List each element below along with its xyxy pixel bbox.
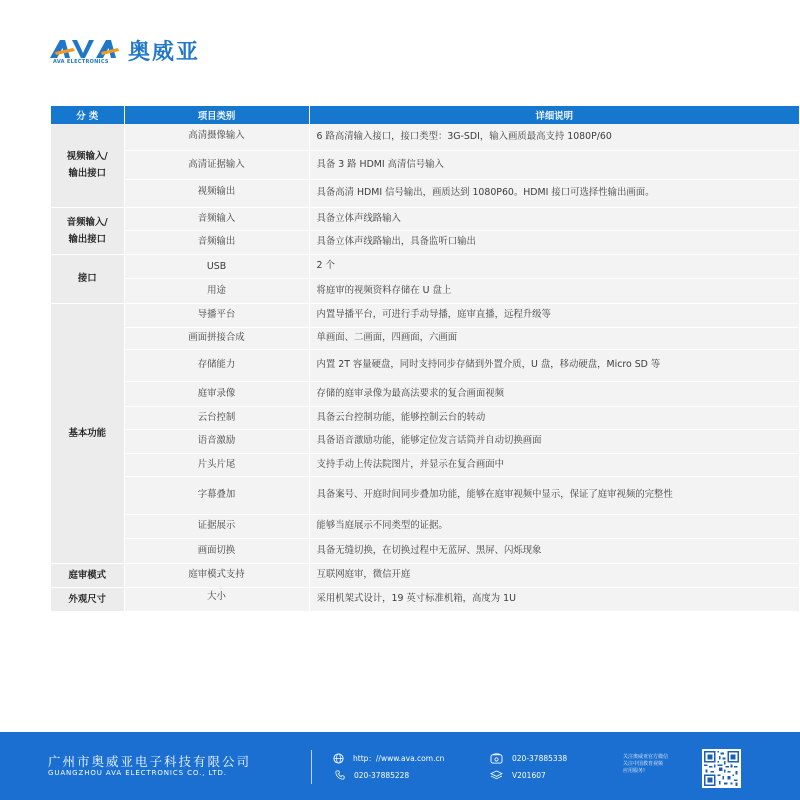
item-cell: 证据展示: [124, 514, 309, 538]
header-detail: 详细说明: [309, 106, 799, 124]
company-name-cn: 广州市奥威亚电子科技有限公司: [48, 754, 252, 769]
phone-contact-right: [490, 753, 567, 764]
company-name-en: GUANGZHOU AVA ELECTRONICS CO., LTD.: [48, 769, 227, 777]
category-label: 基本功能: [68, 427, 106, 439]
item-cell: 音频输入: [124, 207, 309, 230]
document-code: V201607: [512, 771, 546, 780]
table-row: [51, 179, 799, 207]
category-cell: [51, 254, 124, 303]
detail-cell: 将庭审的视频资料存储在 U 盘上: [309, 278, 799, 303]
table-row: [51, 476, 799, 514]
footer-divider: [311, 750, 312, 784]
detail-cell: 能够当庭展示不同类型的证据。: [309, 514, 799, 538]
item-cell: 庭审模式支持: [124, 563, 309, 587]
phone-number: 020-37885338: [512, 754, 568, 763]
table-row: [51, 349, 799, 381]
table-row: [51, 303, 799, 327]
item-cell: 画面拼接合成: [124, 327, 309, 349]
detail-cell: 具备立体声线路输出，具备监听口输出: [309, 230, 799, 254]
detail-cell: 2 个: [309, 254, 799, 278]
ava-logo-icon: [48, 38, 120, 60]
table-row: [51, 429, 799, 453]
ava-logo-mark: [48, 38, 120, 68]
item-cell: 音频输出: [124, 230, 309, 254]
table-row: [51, 406, 799, 429]
phone-icon: [335, 770, 345, 780]
qr-code-icon: [704, 751, 739, 786]
detail-cell: 具备立体声线路输入: [309, 207, 799, 230]
table-row: [51, 563, 799, 587]
detail-cell: 采用机架式设计，19 英寸标准机箱，高度为 1U: [309, 587, 799, 611]
category-label: 外观尺寸: [68, 593, 106, 605]
item-cell: 云台控制: [124, 406, 309, 429]
detail-cell: 具备云台控制功能，能够控制云台的转动: [309, 406, 799, 429]
brand-logo: [48, 38, 200, 70]
website-contact: [333, 753, 444, 764]
table-row: [51, 230, 799, 254]
table-row: [51, 254, 799, 278]
code-contact: [490, 770, 546, 781]
detail-cell: 单画面、二画面，四画面，六画面: [309, 327, 799, 349]
detail-cell: 具备语音激励功能，能够定位发言话筒并自动切换画面: [309, 429, 799, 453]
category-label: 音频输入/ 输出接口: [66, 216, 108, 245]
header-item-type: 项目类别: [124, 106, 309, 124]
footer: [0, 732, 800, 800]
item-cell: 画面切换: [124, 538, 309, 563]
detail-cell: 支持手动上传法院图片，并显示在复合画面中: [309, 453, 799, 476]
detail-cell: 具备 3 路 HDMI 高清信号输入: [309, 150, 799, 179]
spec-table: [51, 106, 800, 612]
detail-cell: 存储的庭审录像为最高法要求的复合画面视频: [309, 381, 799, 406]
phone-contact-left: [335, 770, 409, 780]
detail-cell: 具备案号、开庭时间同步叠加功能，能够在庭审视频中显示，保证了庭审视频的完整性: [309, 476, 799, 514]
detail-cell: 互联网庭审，微信开庭: [309, 563, 799, 587]
table-header-row: [51, 106, 799, 124]
item-cell: 存储能力: [124, 349, 309, 381]
item-cell: 导播平台: [124, 303, 309, 327]
phone-number: 020-37885228: [354, 770, 410, 780]
table-row: [51, 514, 799, 538]
logo-subtitle: AVA ELECTRONICS: [53, 59, 109, 65]
globe-icon: [333, 753, 344, 764]
qr-code: [702, 749, 741, 788]
detail-cell: 6 路高清输入接口，接口类型：3G-SDI，输入画质最高支持 1080P/60: [309, 124, 799, 150]
item-cell: 高清证据输入: [124, 150, 309, 179]
table-row: [51, 381, 799, 406]
category-label: 接口: [77, 273, 97, 284]
item-cell: 高清摄像输入: [124, 124, 309, 150]
detail-cell: 内置 2T 容量硬盘，同时支持同步存储到外置介质，U 盘，移动硬盘，Micro SD 等: [309, 349, 799, 381]
phone-icon: [490, 753, 503, 764]
table-row: [51, 587, 799, 611]
category-cell: [51, 563, 124, 587]
item-cell: 字幕叠加: [124, 476, 309, 514]
category-cell: [51, 124, 124, 207]
item-cell: 视频输出: [124, 179, 309, 207]
detail-cell: 具备高清 HDMI 信号输出，画质达到 1080P60。HDMI 接口可选择性输出画面。: [309, 179, 799, 207]
item-cell: 片头片尾: [124, 453, 309, 476]
item-cell: USB: [124, 254, 309, 278]
table-row: [51, 327, 799, 349]
layers-icon: [490, 770, 503, 781]
item-cell: 用途: [124, 278, 309, 303]
brand-name-cn: 奥威亚: [128, 40, 201, 65]
header-category: 分 类: [51, 106, 124, 124]
category-cell: [51, 303, 124, 563]
table-row: [51, 150, 799, 179]
table-row: [51, 207, 799, 230]
category-label: 庭审模式: [68, 569, 106, 581]
table-row: [51, 453, 799, 476]
detail-cell: 内置导播平台，可进行手动导播，庭审直播，远程升级等: [309, 303, 799, 327]
category-cell: [51, 207, 124, 254]
table-row: [51, 278, 799, 303]
category-cell: [51, 587, 124, 611]
item-cell: 大小: [124, 587, 309, 611]
item-cell: 庭审录像: [124, 381, 309, 406]
detail-cell: 具备无缝切换，在切换过程中无蓝屏、黑屏、闪烁现象: [309, 538, 799, 563]
website-link[interactable]: http：//www.ava.com.cn: [353, 754, 445, 763]
follow-text: 关注奥威亚官方微信 关注中国教育视频 应用服务!: [623, 754, 669, 774]
table-row: [51, 124, 799, 150]
table-row: [51, 538, 799, 563]
category-label: 视频输入/ 输出接口: [66, 151, 108, 180]
item-cell: 语音激励: [124, 429, 309, 453]
